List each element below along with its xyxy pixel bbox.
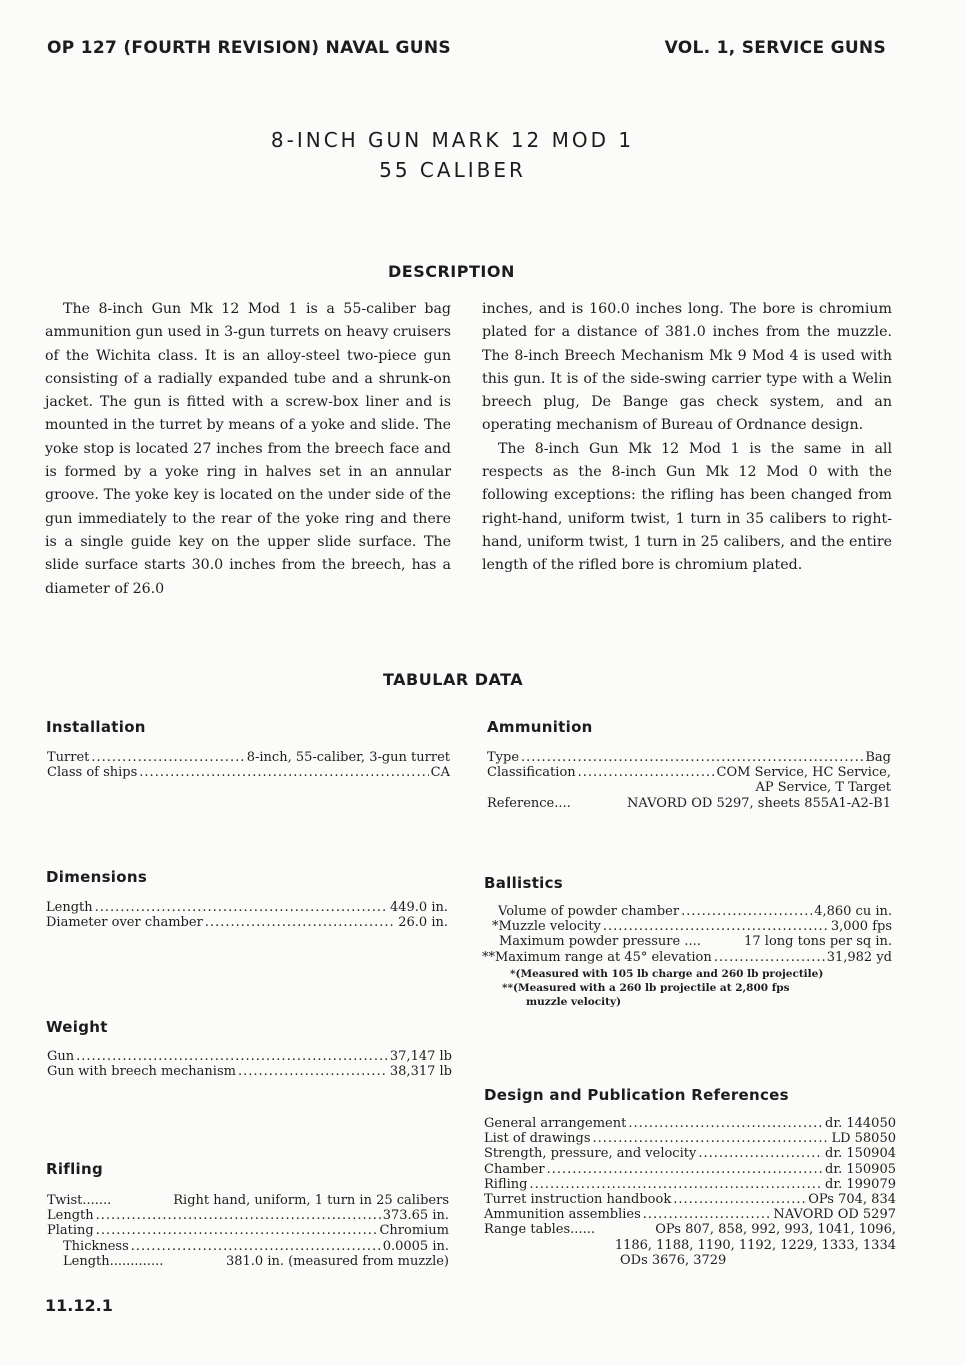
table-row: Maximum powder pressure .... 17 long tons per sq in.: [499, 934, 892, 950]
rifling-title: Rifling: [46, 1160, 104, 1178]
table-row: Chamber ..... dr. 150905: [484, 1162, 896, 1177]
dimensions-table: [46, 900, 448, 930]
table-row: Length............. 381.0 in. (measured from muzzle): [63, 1253, 449, 1269]
table-row: Strength, pressure, and velocity ..... dr. 150904: [484, 1146, 896, 1161]
page-number: 11.12.1: [45, 1296, 113, 1315]
description-paragraph-2: The 8-inch Gun Mk 12 Mod 1 is the same in all respects as the 8-inch Gun Mk 12 Mod 0 with the following exceptions: the rifling has been changed from right-hand, uniform twist, 1 turn in 35 calibers to right-hand, uniform twist, 1 turn in 25 calibers, and the entire length of the rifled bore is chromium plated.: [482, 440, 892, 574]
description-paragraph-1: The 8-inch Gun Mk 12 Mod 1 is a 55-caliber bag ammunition gun used in 3-gun turrets on heavy cruisers of the Wichita class. It is an alloy-steel two-piece gun consisting of a radially expanded tube and a shrunk-on jacket. The gun is fitted with a screw-box liner and is mounted in the turret by means of a yoke and slide. The yoke stop is located 27 inches from the breech face and is formed by a yoke ring in halves set in an annular groove. The yoke key is located on the under side of the gun immediately to the rear of the yoke ring and there is a single guide key on the upper slide surface. The slide surface starts 30.0 inches from the breech, has a diameter of 26.0: [45, 301, 451, 597]
ammunition-title: Ammunition: [487, 718, 593, 736]
table-row: Turret ..... 8-inch, 55-caliber, 3-gun turret: [47, 750, 450, 765]
table-row-continued: 1186, 1188, 1190, 1192, 1229, 1333, 1334: [614, 1237, 896, 1253]
description-paragraph-1-continued: inches, and is 160.0 inches long. The bore is chromium plated for a distance of 381.0 inches from the muzzle. The 8-inch Breech Mechanism Mk 9 Mod 4 is used with this gun. It is of the side-swing carrier type with a Welin breech plug, De Bange gas check system, and an operating mechanism of Bureau of Ordnance design.: [482, 301, 892, 434]
table-row: Rifling ..... dr. 199079: [484, 1177, 896, 1192]
table-row: Volume of powder chamber ..... 4,860 cu in.: [482, 904, 892, 919]
ballistics-note-1: *(Measured with 105 lb charge and 260 lb projectile): [510, 967, 824, 980]
page-subtitle: 55 CALIBER: [379, 158, 526, 182]
description-left-column: [45, 298, 451, 601]
page-title: 8-INCH GUN MARK 12 MOD 1: [270, 128, 635, 152]
running-header-right: VOL. 1, SERVICE GUNS: [664, 38, 886, 58]
installation-table: [47, 750, 450, 780]
ballistics-title: Ballistics: [484, 874, 564, 892]
rifling-table: [47, 1193, 449, 1269]
table-row: Diameter over chamber ..... 26.0 in.: [46, 915, 448, 930]
table-row: Reference.... NAVORD OD 5297, sheets 855A1-A2-B1: [487, 795, 891, 811]
ballistics-table: [482, 904, 892, 1009]
table-row: Type ..... Bag: [487, 750, 891, 765]
table-row: List of drawings ..... LD 58050: [484, 1131, 896, 1146]
table-row: Ammunition assemblies ..... NAVORD OD 5297: [484, 1207, 896, 1222]
description-heading: DESCRIPTION: [388, 262, 515, 281]
table-row: Length ..... 373.65 in.: [47, 1208, 449, 1223]
description-right-column: [482, 298, 892, 578]
references-table: [484, 1116, 896, 1268]
weight-title: Weight: [46, 1018, 108, 1036]
table-row-continued: AP Service, T Target: [755, 780, 891, 796]
table-row: Gun with breech mechanism ..... 38,317 lb: [47, 1064, 452, 1079]
table-row: Classification ..... COM Service, HC Service,: [487, 765, 891, 780]
table-row: Thickness ..... 0.0005 in.: [47, 1239, 449, 1254]
table-row: Gun ..... 37,147 lb: [47, 1049, 452, 1064]
table-row: General arrangement ..... dr. 144050: [484, 1116, 896, 1131]
tabular-data-heading: TABULAR DATA: [383, 670, 524, 689]
table-row: Range tables...... OPs 807, 858, 992, 993, 1041, 1096,: [484, 1222, 896, 1238]
table-row: **Maximum range at 45° elevation ..... 31,982 yd: [482, 950, 892, 965]
table-row: Plating ..... Chromium: [47, 1223, 449, 1238]
table-row: Turret instruction handbook ..... OPs 704, 834: [484, 1192, 896, 1207]
table-row: *Muzzle velocity ..... 3,000 fps: [482, 919, 892, 934]
dimensions-title: Dimensions: [46, 868, 148, 886]
installation-title: Installation: [46, 718, 146, 736]
table-row: Class of ships ..... CA: [47, 765, 450, 780]
ballistics-note-2-continued: muzzle velocity): [526, 995, 622, 1008]
references-title: Design and Publication References: [484, 1086, 789, 1104]
table-row: Twist....... Right hand, uniform, 1 turn in 25 calibers: [47, 1193, 449, 1208]
ballistics-note-2: **(Measured with a 260 lb projectile at 2,800 fps: [502, 981, 790, 994]
running-header-left: OP 127 (FOURTH REVISION) NAVAL GUNS: [47, 38, 451, 58]
weight-table: [47, 1049, 452, 1079]
table-row-continued: ODs 3676, 3729: [620, 1252, 727, 1268]
table-row: Length ..... 449.0 in.: [46, 900, 448, 915]
ammunition-table: [487, 750, 891, 811]
